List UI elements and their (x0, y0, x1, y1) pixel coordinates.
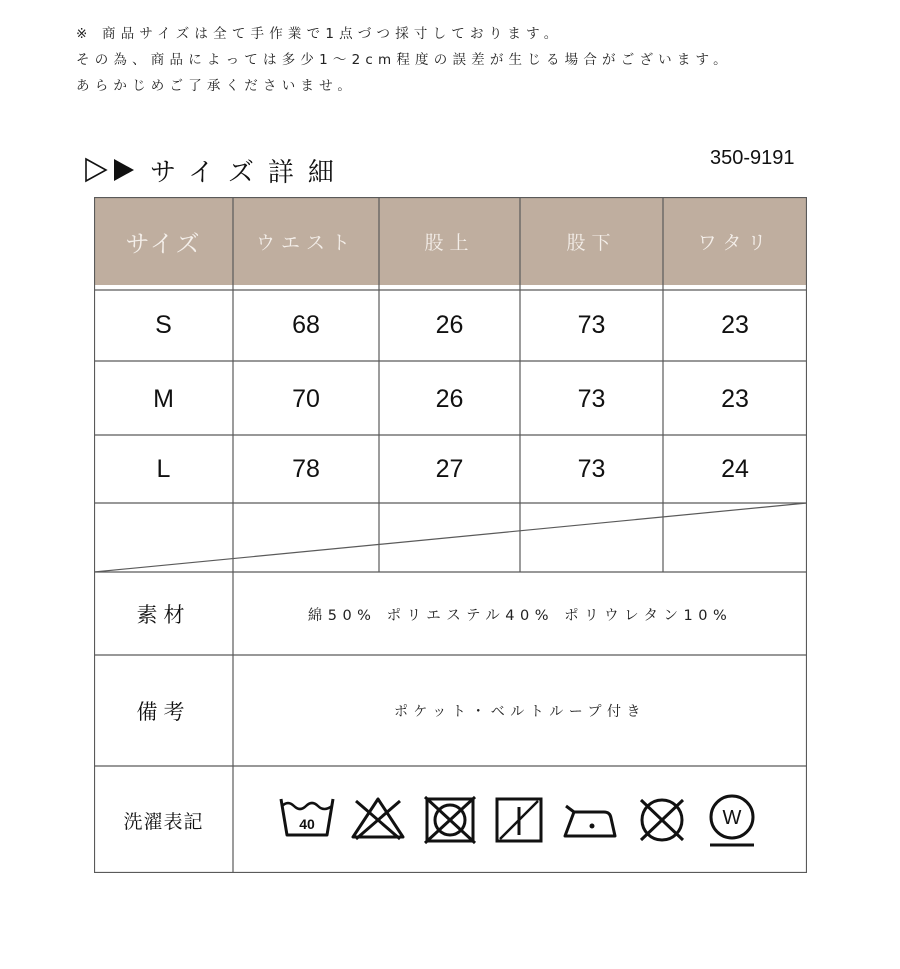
triangle-arrows-icon (84, 157, 136, 183)
header-size: サイズ (125, 229, 202, 258)
section-heading (84, 152, 348, 188)
remarks-value: ポケット・ベルトループ付き (393, 704, 647, 720)
notice-line-3: あらかじめご了承くださいませ。 (76, 78, 357, 94)
notice-line-1: ※ 商品サイズは全て手作業で1点づつ採寸しております。 (76, 26, 563, 42)
row-s-inseam: 73 (577, 311, 606, 339)
row-l-inseam: 73 (577, 454, 606, 483)
row-l-size: L (156, 454, 171, 483)
size-table (94, 197, 807, 873)
row-m-inseam: 73 (577, 384, 606, 413)
row-l-thigh: 24 (721, 454, 749, 483)
row-s-rise: 26 (435, 311, 464, 339)
row-s-waist: 68 (292, 311, 320, 339)
row-s-size: S (155, 311, 172, 339)
section-title: サイズ詳細 (150, 157, 348, 188)
row-l-waist: 78 (292, 454, 320, 483)
material-label: 素材 (136, 603, 191, 627)
material-value: 綿50% ポリエステル40% ポリウレタン10% (307, 607, 733, 624)
header-inseam: 股下 (566, 231, 617, 254)
wash-40-icon (278, 795, 336, 843)
remarks-label: 備考 (136, 700, 191, 724)
wash-temp-label: 40 (299, 816, 315, 832)
notice-line-2: その為、商品によっては多少1～2cm程度の誤差が生じる場合がございます。 (76, 52, 732, 68)
header-waist: ウエスト (255, 231, 356, 254)
no-dry-clean-icon (634, 795, 690, 845)
row-m-thigh: 23 (721, 384, 749, 413)
line-dry-icon (494, 795, 546, 845)
row-m-size: M (153, 384, 174, 413)
header-rise: 股上 (424, 231, 475, 254)
no-tumble-dry-icon (422, 795, 478, 845)
table-grid (94, 197, 807, 873)
no-bleach-icon (350, 795, 406, 843)
row-l-rise: 27 (435, 454, 464, 483)
product-code: 350-9191 (710, 147, 795, 169)
row-m-waist: 70 (292, 384, 320, 413)
iron-low-icon (562, 798, 620, 842)
row-s-thigh: 23 (721, 311, 749, 339)
header-thigh: ワタリ (697, 231, 773, 254)
wet-clean-icon (704, 793, 760, 849)
row-m-rise: 26 (435, 384, 464, 413)
wet-clean-letter: W (722, 807, 742, 829)
care-label: 洗濯表記 (123, 810, 204, 833)
